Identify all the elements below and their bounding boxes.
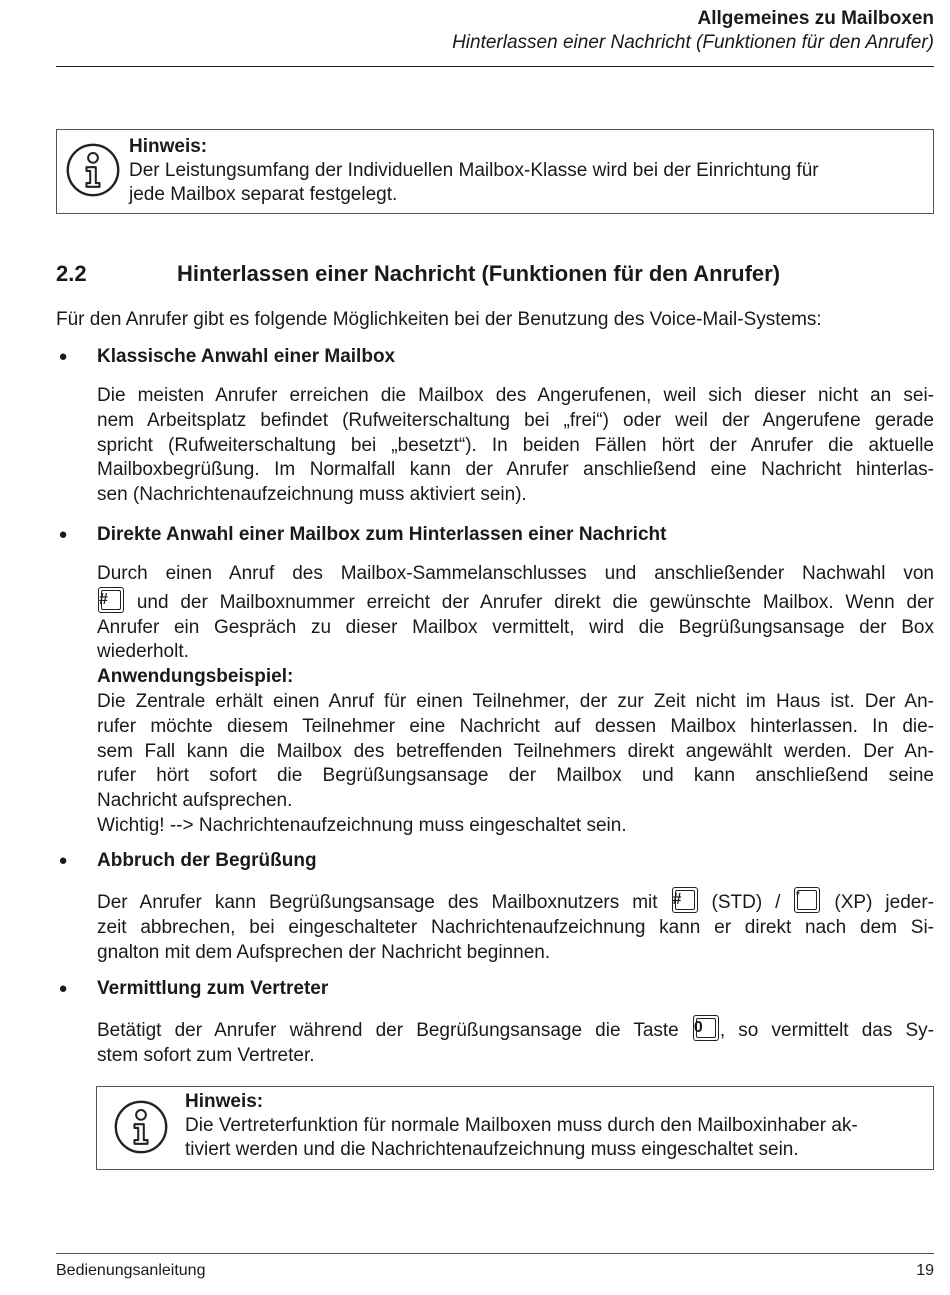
footer-rule xyxy=(56,1253,934,1254)
bullet: ● xyxy=(58,980,68,997)
body-line: Mailboxbegrüßung. Im Normalfall kann der Anrufer anschließend eine Nachricht hinterlas- xyxy=(97,459,934,481)
intro-paragraph: Für den Anrufer gibt es folgende Möglichkeiten bei der Benutzung des Voice-Mail-Systems: xyxy=(56,309,822,330)
bullet: ● xyxy=(58,852,68,869)
info-icon xyxy=(97,1087,185,1155)
bullet: ● xyxy=(58,348,68,365)
body-line: Die meisten Anrufer erreichen die Mailbox des Angerufenen, weil sich dieser nicht an sei- xyxy=(97,385,934,406)
section-number: 2.2 xyxy=(56,261,87,286)
body-line: Betätigt der Anrufer während der Begrüßungsansage die Taste 0 , so vermittelt das Sy- xyxy=(97,1015,934,1044)
body-line: sem Fall kann die Mailbox des betreffenden Teilnehmers direkt angewählt werden. Der An- xyxy=(97,740,934,762)
body-line: zeit abbrechen, bei eingeschalteter Nachrichtenaufzeichnung kann er direkt nach dem Si- xyxy=(97,916,934,938)
example-label: Anwendungsbeispiel: xyxy=(97,666,294,688)
note-box xyxy=(96,1086,934,1170)
zero-key-icon: 0 xyxy=(693,1015,719,1041)
star-key-icon: * xyxy=(794,887,820,913)
hash-key-icon: # xyxy=(672,887,698,913)
header-subtitle: Hinterlassen einer Nachricht (Funktionen für den Anrufer) xyxy=(452,32,934,53)
note-text-line: tiviert werden und die Nachrichtenaufzeichnung muss eingeschaltet sein. xyxy=(185,1139,799,1160)
note-label: Hinweis: xyxy=(129,136,208,157)
footer-title: Bedienungsanleitung xyxy=(56,1262,206,1279)
note-label: Hinweis: xyxy=(185,1091,264,1112)
body-line: rufer hört sofort die Begrüßungsansage der Mailbox und kann anschließend seine xyxy=(97,765,934,787)
section-heading xyxy=(56,259,780,289)
body-line: spricht (Rufweiterschaltung bei „besetzt“). In beiden Fällen hört der Anrufer die aktuelle xyxy=(97,434,934,456)
header-title: Allgemeines zu Mailboxen xyxy=(697,8,934,29)
body-line: wiederholt. xyxy=(97,641,189,663)
item-body xyxy=(97,1015,934,1069)
item-title: Abbruch der Begrüßung xyxy=(97,850,317,871)
body-line: Anrufer ein Gespräch zu dieser Mailbox vermittelt, wird die Begrüßungsansage der Box xyxy=(97,616,934,638)
running-header xyxy=(452,6,934,55)
page-number: 19 xyxy=(916,1262,934,1279)
note-box xyxy=(56,129,934,214)
hash-key-icon: # xyxy=(98,587,124,613)
note-text-line: Der Leistungsumfang der Individuellen Mailbox-Klasse wird bei der Einrichtung für xyxy=(129,160,819,181)
body-line: rufer möchte diesem Teilnehmer eine Nachricht auf dessen Mailbox hinterlassen. In die- xyxy=(97,715,934,737)
section-title: Hinterlassen einer Nachricht (Funktionen für den Anrufer) xyxy=(177,261,781,286)
item-title: Klassische Anwahl einer Mailbox xyxy=(97,346,396,367)
body-line: Nachricht aufsprechen. xyxy=(97,790,293,812)
item-title: Vermittlung zum Vertreter xyxy=(97,978,329,999)
body-line: Die Zentrale erhält einen Anruf für einen Teilnehmer, der zur Zeit nicht im Haus ist. Der An- xyxy=(97,690,934,712)
bullet: ● xyxy=(58,526,68,543)
note-text-line: jede Mailbox separat festgelegt. xyxy=(129,184,398,205)
body-line: Wichtig! --> Nachrichtenaufzeichnung muss eingeschaltet sein. xyxy=(97,814,627,836)
item-body xyxy=(97,384,934,508)
body-line: # und der Mailboxnummer erreicht der Anrufer direkt die gewünschte Mailbox. Wenn der xyxy=(97,587,934,616)
body-line: stem sofort zum Vertreter. xyxy=(97,1044,315,1066)
note-text-line: Die Vertreterfunktion für normale Mailboxen muss durch den Mailboxinhaber ak- xyxy=(185,1115,858,1136)
item-body xyxy=(97,887,934,965)
body-line: sen (Nachrichtenaufzeichnung muss aktiviert sein). xyxy=(97,484,527,506)
body-line: gnalton mit dem Aufsprechen der Nachricht beginnen. xyxy=(97,941,551,963)
header-rule xyxy=(56,66,934,67)
body-line: Der Anrufer kann Begrüßungsansage des Mailboxnutzers mit # (STD) / * (XP) jeder- xyxy=(97,888,934,913)
info-icon xyxy=(57,130,129,198)
body-line: Durch einen Anruf des Mailbox-Sammelanschlusses und anschließender Nachwahl von xyxy=(97,563,934,584)
item-body xyxy=(97,562,934,839)
item-title: Direkte Anwahl einer Mailbox zum Hinterlassen einer Nachricht xyxy=(97,524,667,545)
body-line: nem Arbeitsplatz befindet (Rufweiterschaltung bei „frei“) oder weil der Angerufene gerade xyxy=(97,409,934,431)
